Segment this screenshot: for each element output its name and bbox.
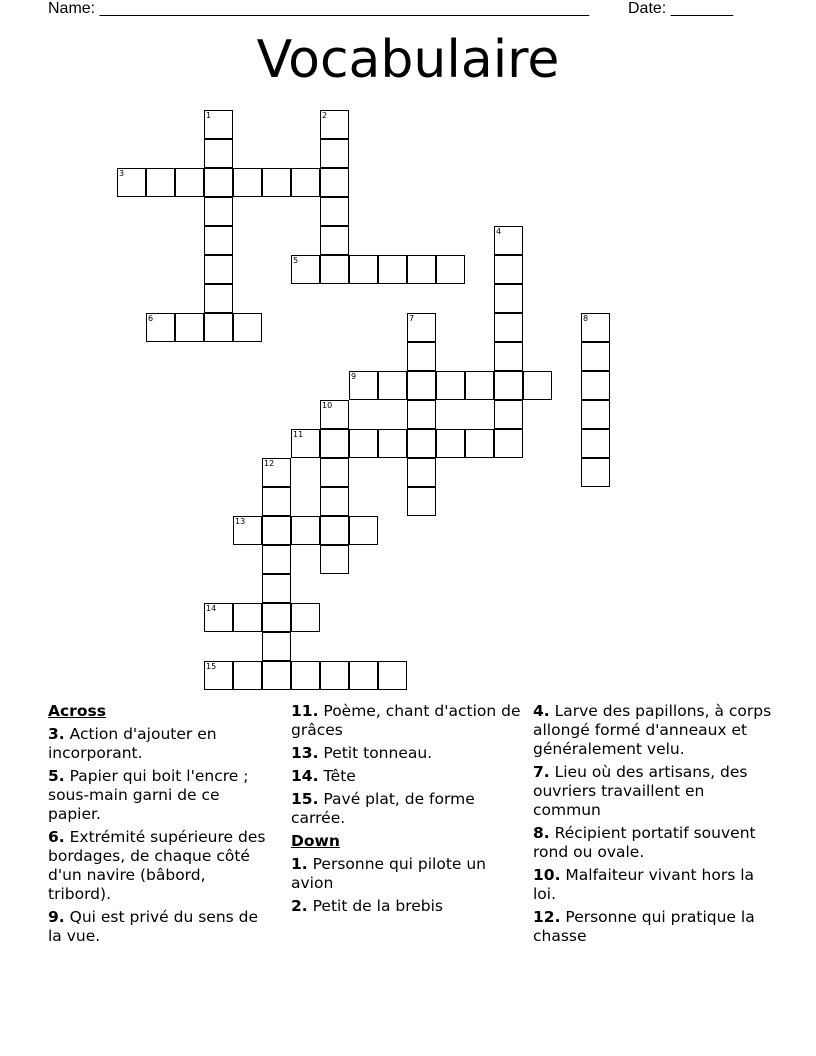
crossword-cell[interactable] xyxy=(320,516,349,545)
crossword-cell[interactable] xyxy=(320,110,349,139)
clue-number: 8. xyxy=(533,824,550,842)
crossword-cell[interactable] xyxy=(494,255,523,284)
cell-number: 1 xyxy=(206,111,212,120)
crossword-cell[interactable] xyxy=(320,400,349,429)
crossword-cell[interactable] xyxy=(233,168,262,197)
clue-text: Récipient portatif souvent rond ou ovale. xyxy=(533,824,756,861)
clue-item xyxy=(291,767,521,786)
crossword-cell[interactable] xyxy=(494,284,523,313)
clue-item xyxy=(291,897,521,916)
clue-text: Action d'ajouter en incorporant. xyxy=(48,725,217,762)
crossword-cell[interactable] xyxy=(204,197,233,226)
crossword-cell[interactable] xyxy=(291,255,320,284)
cell-number: 9 xyxy=(351,372,357,381)
crossword-cell[interactable] xyxy=(320,139,349,168)
crossword-cell[interactable] xyxy=(320,429,349,458)
crossword-cell[interactable] xyxy=(233,313,262,342)
crossword-cell[interactable] xyxy=(581,458,610,487)
crossword-cell[interactable] xyxy=(581,371,610,400)
crossword-cell[interactable] xyxy=(291,168,320,197)
cell-number: 15 xyxy=(206,662,217,671)
crossword-cell[interactable] xyxy=(204,603,233,632)
clue-item xyxy=(533,824,773,862)
crossword-cell[interactable] xyxy=(378,429,407,458)
crossword-cell[interactable] xyxy=(378,661,407,690)
clue-number: 2. xyxy=(291,897,308,915)
clues-column-3 xyxy=(533,702,773,950)
clue-text: Qui est privé du sens de la vue. xyxy=(48,908,259,945)
clue-text: Personne qui pilote un avion xyxy=(291,855,487,892)
cell-number: 12 xyxy=(264,459,275,468)
crossword-cell[interactable] xyxy=(291,516,320,545)
clue-item xyxy=(48,725,273,763)
crossword-cell[interactable] xyxy=(349,429,378,458)
crossword-cell[interactable] xyxy=(581,400,610,429)
cell-number: 10 xyxy=(322,401,333,410)
crossword-cell[interactable] xyxy=(233,661,262,690)
crossword-cell[interactable] xyxy=(204,661,233,690)
clue-number: 13. xyxy=(291,744,319,762)
crossword-cell[interactable] xyxy=(407,371,436,400)
crossword-cell[interactable] xyxy=(465,429,494,458)
clue-item xyxy=(48,767,273,824)
crossword-cell[interactable] xyxy=(204,313,233,342)
date-field-label: Date: _______ xyxy=(628,0,733,17)
crossword-cell[interactable] xyxy=(204,284,233,313)
crossword-cell[interactable] xyxy=(523,371,552,400)
crossword-cell[interactable] xyxy=(378,371,407,400)
crossword-cell[interactable] xyxy=(204,110,233,139)
clue-number: 6. xyxy=(48,828,65,846)
clue-text: Malfaiteur vivant hors la loi. xyxy=(533,866,755,903)
crossword-cell[interactable] xyxy=(320,168,349,197)
crossword-cell[interactable] xyxy=(262,574,291,603)
cell-number: 7 xyxy=(409,314,415,323)
cell-number: 13 xyxy=(235,517,246,526)
cell-number: 14 xyxy=(206,604,217,613)
crossword-cell[interactable] xyxy=(320,661,349,690)
crossword-cell[interactable] xyxy=(262,487,291,516)
clue-number: 10. xyxy=(533,866,561,884)
clue-number: 12. xyxy=(533,908,561,926)
cell-number: 2 xyxy=(322,111,328,120)
crossword-cell[interactable] xyxy=(320,458,349,487)
crossword-cell[interactable] xyxy=(117,168,146,197)
name-field-label: Name: _______________________________________________________ xyxy=(48,0,589,17)
crossword-cell[interactable] xyxy=(349,516,378,545)
crossword-cell[interactable] xyxy=(349,371,378,400)
clue-text: Poème, chant d'action de grâces xyxy=(291,702,521,739)
crossword-cell[interactable] xyxy=(262,661,291,690)
cell-number: 8 xyxy=(583,314,589,323)
down-heading: Down xyxy=(291,832,340,850)
crossword-cell[interactable] xyxy=(262,545,291,574)
crossword-cell[interactable] xyxy=(320,487,349,516)
crossword-cell[interactable] xyxy=(407,255,436,284)
crossword-cell[interactable] xyxy=(407,400,436,429)
crossword-cell[interactable] xyxy=(291,661,320,690)
clue-item xyxy=(291,855,521,893)
crossword-cell[interactable] xyxy=(175,168,204,197)
crossword-cell[interactable] xyxy=(233,603,262,632)
clue-item xyxy=(533,702,773,759)
crossword-cell[interactable] xyxy=(436,255,465,284)
clue-number: 3. xyxy=(48,725,65,743)
clue-item xyxy=(48,828,273,904)
crossword-cell[interactable] xyxy=(262,168,291,197)
crossword-cell[interactable] xyxy=(581,313,610,342)
crossword-cell[interactable] xyxy=(494,342,523,371)
clue-text: Personne qui pratique la chasse xyxy=(533,908,755,945)
crossword-cell[interactable] xyxy=(320,197,349,226)
cell-number: 5 xyxy=(293,256,299,265)
crossword-cell[interactable] xyxy=(494,429,523,458)
crossword-cell[interactable] xyxy=(349,255,378,284)
across-heading: Across xyxy=(48,702,106,720)
crossword-cell[interactable] xyxy=(436,429,465,458)
crossword-cell[interactable] xyxy=(320,226,349,255)
crossword-cell[interactable] xyxy=(407,429,436,458)
crossword-cell[interactable] xyxy=(146,313,175,342)
crossword-cell[interactable] xyxy=(320,545,349,574)
clue-number: 15. xyxy=(291,790,319,808)
crossword-cell[interactable] xyxy=(494,371,523,400)
clue-text: Larve des papillons, à corps allongé formé d'anneaux et généralement velu. xyxy=(533,702,772,758)
crossword-cell[interactable] xyxy=(378,255,407,284)
crossword-cell[interactable] xyxy=(291,603,320,632)
crossword-cell[interactable] xyxy=(262,603,291,632)
crossword-cell[interactable] xyxy=(494,313,523,342)
crossword-cell[interactable] xyxy=(581,342,610,371)
crossword-cell[interactable] xyxy=(407,487,436,516)
crossword-cell[interactable] xyxy=(291,429,320,458)
clue-item xyxy=(291,744,521,763)
clue-number: 4. xyxy=(533,702,550,720)
clues-column-2 xyxy=(291,702,521,920)
clues-column-1 xyxy=(48,702,273,950)
clue-number: 14. xyxy=(291,767,319,785)
crossword-cell[interactable] xyxy=(436,371,465,400)
clue-number: 1. xyxy=(291,855,308,873)
clue-number: 11. xyxy=(291,702,319,720)
clue-item xyxy=(533,763,773,820)
clue-item xyxy=(533,908,773,946)
clue-text: Papier qui boit l'encre ; sous-main garni de ce papier. xyxy=(48,767,249,823)
crossword-cell[interactable] xyxy=(465,371,494,400)
crossword-cell[interactable] xyxy=(262,632,291,661)
crossword-cell[interactable] xyxy=(233,516,262,545)
crossword-cell[interactable] xyxy=(494,400,523,429)
clue-number: 7. xyxy=(533,763,550,781)
crossword-cell[interactable] xyxy=(262,516,291,545)
cell-number: 6 xyxy=(148,314,154,323)
crossword-cell[interactable] xyxy=(349,661,378,690)
crossword-cell[interactable] xyxy=(494,226,523,255)
clue-text: Pavé plat, de forme carrée. xyxy=(291,790,475,827)
clue-text: Tête xyxy=(318,767,356,785)
clue-number: 9. xyxy=(48,908,65,926)
crossword-cell[interactable] xyxy=(146,168,175,197)
clue-number: 5. xyxy=(48,767,65,785)
cell-number: 4 xyxy=(496,227,502,236)
clue-text: Petit tonneau. xyxy=(318,744,433,762)
crossword-cell[interactable] xyxy=(204,255,233,284)
crossword-cell[interactable] xyxy=(204,168,233,197)
crossword-cell[interactable] xyxy=(262,458,291,487)
clue-text: Extrémité supérieure des bordages, de chaque côté d'un navire (bâbord, tribord). xyxy=(48,828,266,903)
clue-item xyxy=(533,866,773,904)
cell-number: 3 xyxy=(119,169,125,178)
clue-item xyxy=(48,908,273,946)
clue-text: Lieu où des artisans, des ouvriers travaillent en commun xyxy=(533,763,748,819)
crossword-cell[interactable] xyxy=(175,313,204,342)
crossword-cell[interactable] xyxy=(204,139,233,168)
crossword-cell[interactable] xyxy=(320,255,349,284)
cell-number: 11 xyxy=(293,430,304,439)
crossword-cell[interactable] xyxy=(407,313,436,342)
crossword-cell[interactable] xyxy=(407,342,436,371)
page-title: Vocabulaire xyxy=(256,30,560,90)
clue-item xyxy=(291,790,521,828)
clue-text: Petit de la brebis xyxy=(307,897,443,915)
clue-item xyxy=(291,702,521,740)
crossword-cell[interactable] xyxy=(581,429,610,458)
crossword-cell[interactable] xyxy=(407,458,436,487)
crossword-cell[interactable] xyxy=(204,226,233,255)
